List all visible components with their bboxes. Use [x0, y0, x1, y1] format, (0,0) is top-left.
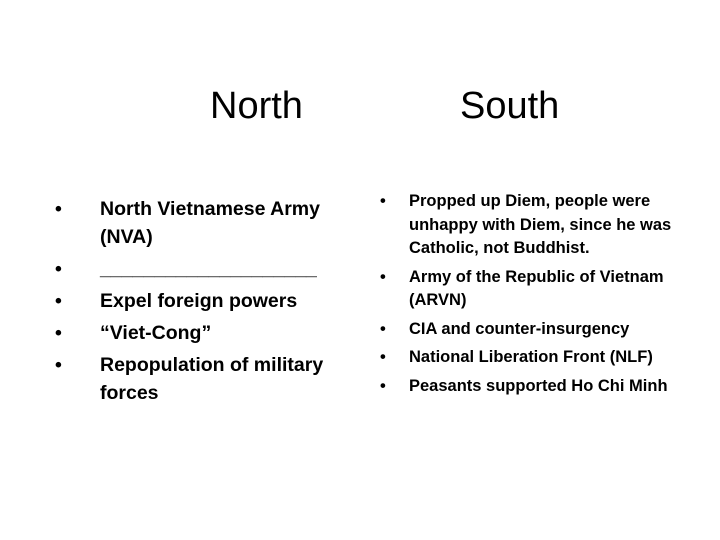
north-blank-line: ____________________ — [100, 258, 317, 280]
bullet-icon: • — [380, 376, 386, 395]
north-heading: North — [210, 85, 303, 127]
bullet-icon: • — [55, 290, 62, 312]
north-bullet-text: Repopulation of military forces — [100, 354, 324, 404]
south-bullet-list — [380, 190, 680, 403]
north-bullet-text: Expel foreign powers — [100, 290, 298, 312]
south-bullet-item — [380, 190, 680, 261]
bullet-icon: • — [380, 348, 386, 366]
bullet-icon: • — [55, 198, 62, 220]
south-bullet-text: CIA and counter-insurgency — [409, 319, 630, 338]
south-bullet-item — [380, 266, 680, 313]
bullet-icon: • — [55, 258, 62, 280]
south-bullet-item — [380, 318, 680, 342]
south-bullet-item — [380, 375, 680, 399]
south-heading: South — [460, 85, 560, 127]
bullet-icon: • — [380, 267, 386, 286]
south-bullet-text: National Liberation Front (NLF) — [409, 348, 653, 366]
north-bullet-text: North Vietnamese Army (NVA) — [100, 198, 320, 248]
bullet-icon: • — [55, 354, 62, 376]
north-bullet-item — [55, 287, 355, 315]
north-bullet-item — [55, 351, 355, 407]
south-bullet-text: Peasants supported Ho Chi Minh — [409, 376, 668, 395]
north-bullet-item — [55, 195, 355, 251]
north-bullet-text: “Viet-Cong” — [100, 322, 212, 344]
south-bullet-text: Army of the Republic of Vietnam (ARVN) — [409, 267, 664, 309]
bullet-icon: • — [55, 322, 62, 344]
bullet-icon: • — [380, 192, 386, 210]
north-bullet-item — [55, 255, 355, 283]
south-bullet-item — [380, 346, 680, 370]
north-bullet-list — [55, 195, 355, 411]
bullet-icon: • — [380, 319, 386, 338]
north-bullet-item — [55, 319, 355, 347]
south-bullet-text: Propped up Diem, people were unhappy with Diem, since he was Catholic, not Buddhist. — [409, 192, 672, 257]
